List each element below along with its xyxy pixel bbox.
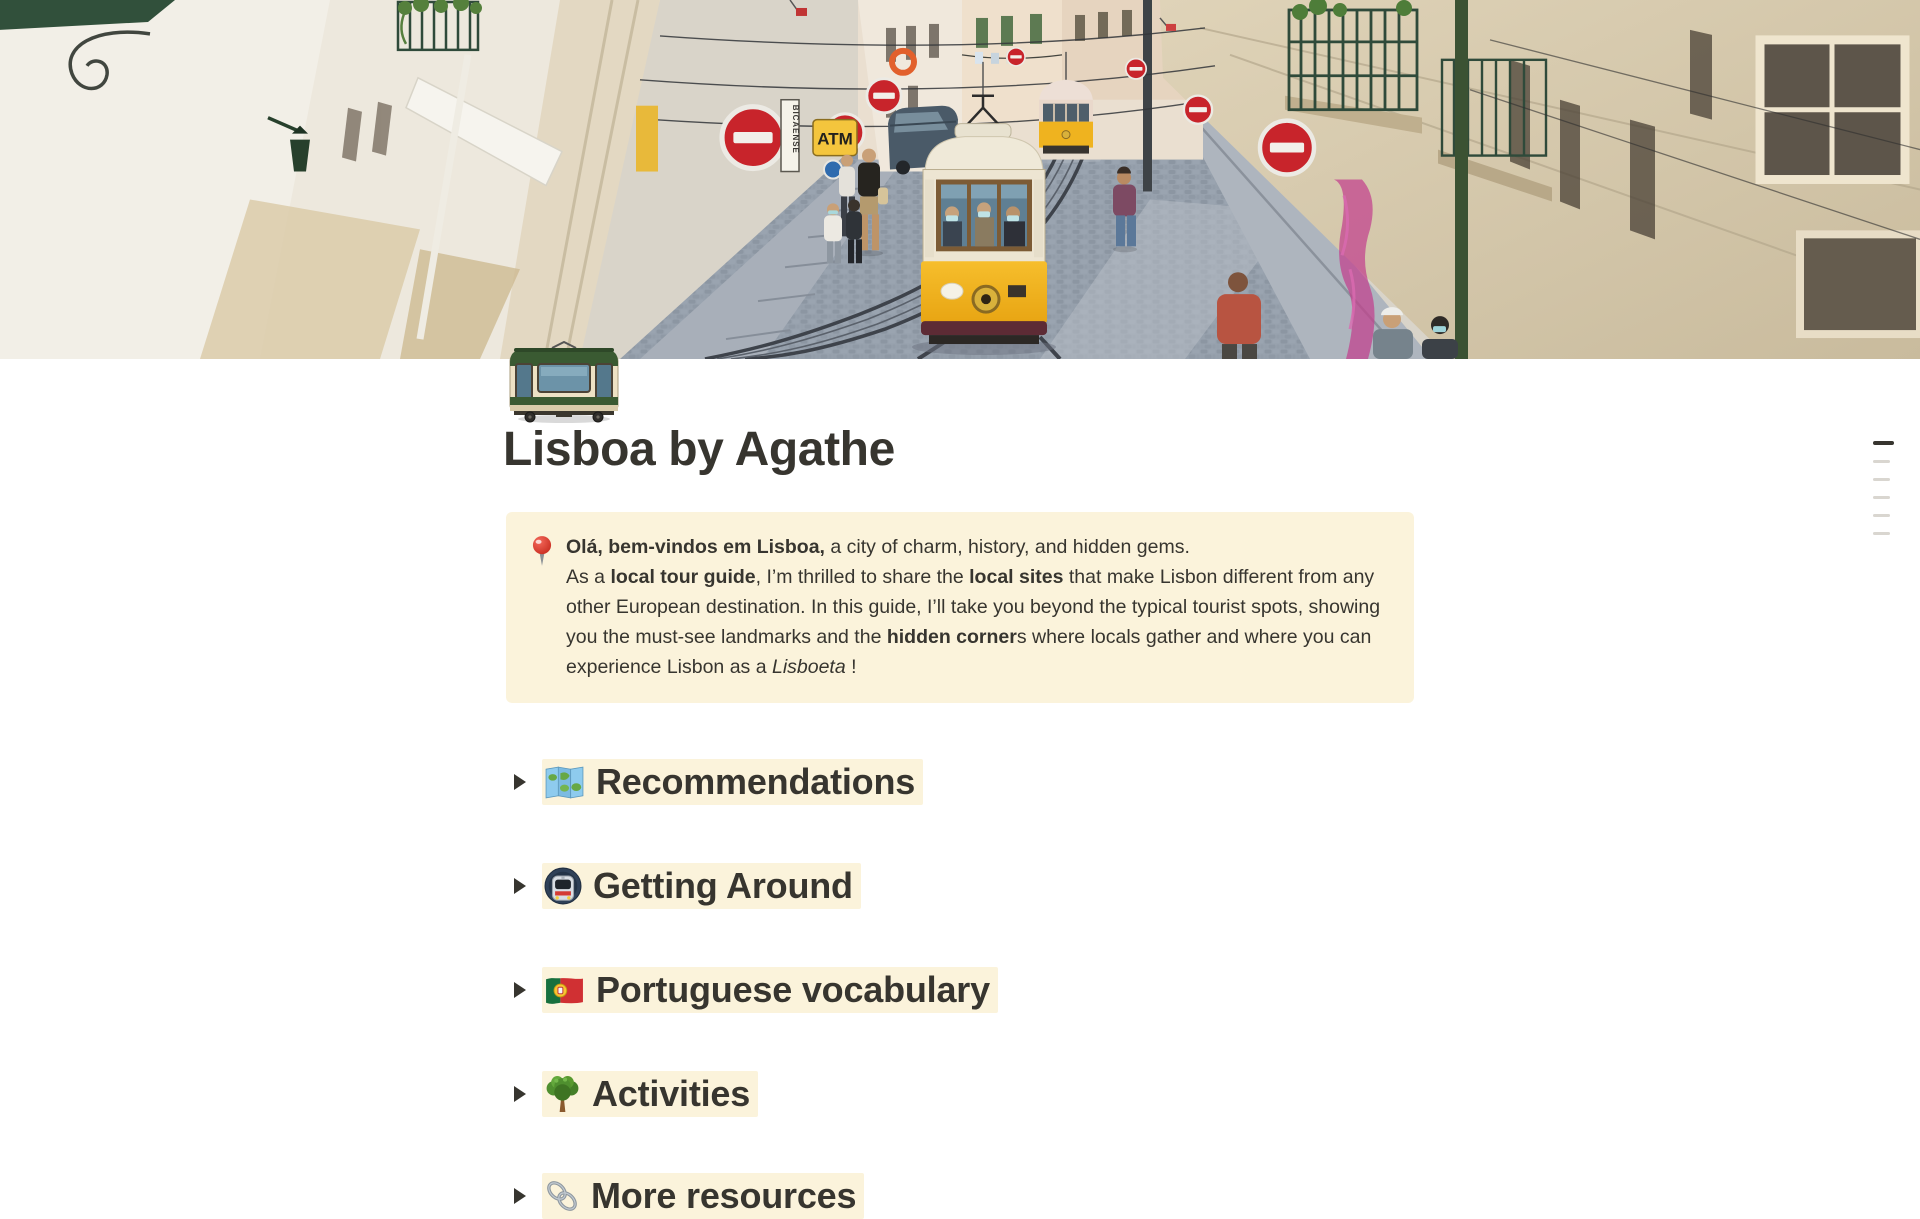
callout-segment: As a — [566, 566, 611, 588]
outline-dash[interactable] — [1873, 496, 1890, 499]
callout-segment: Olá, bem-vindos em Lisboa, — [566, 536, 825, 558]
chevron-right-icon — [514, 1086, 526, 1102]
yellow-panel — [636, 106, 658, 172]
callout-text — [566, 532, 1392, 682]
chevron-right-icon — [514, 878, 526, 894]
chevron-right-icon — [514, 774, 526, 790]
heading-label[interactable]: Activities — [592, 1073, 751, 1114]
second-tram — [1039, 80, 1093, 154]
outline-dash-active[interactable] — [1873, 441, 1894, 445]
callout-segment: local tour guide — [610, 566, 756, 588]
toggle-heading-recommendations — [505, 759, 923, 805]
lisbon-street-illustration — [0, 0, 1920, 359]
chevron-right-icon — [514, 982, 526, 998]
page-icon-tram[interactable] — [504, 341, 624, 423]
heading-highlight[interactable] — [542, 1173, 864, 1219]
callout-segment: hidden corner — [886, 626, 1017, 648]
bicaense-sign — [781, 100, 800, 172]
deciduous-tree-icon — [544, 1075, 581, 1114]
toggle-triangle-button[interactable] — [505, 869, 535, 903]
outline-dash[interactable] — [1873, 460, 1890, 463]
intro-callout[interactable] — [506, 512, 1414, 703]
heading-highlight[interactable] — [542, 863, 861, 909]
toggle-triangle-button[interactable] — [505, 973, 535, 1007]
toggle-heading-more-resources — [505, 1173, 864, 1219]
atm-sign-text: ATM — [817, 129, 853, 149]
heading-highlight[interactable] — [542, 759, 923, 805]
page-title[interactable]: Lisboa by Agathe — [503, 423, 895, 476]
tram-icon — [504, 341, 624, 423]
callout-segment: s where locals gather and where you can experience Lisbon as a — [566, 626, 1372, 678]
toggle-heading-activities — [505, 1071, 758, 1117]
toggle-triangle-button[interactable] — [505, 1179, 535, 1213]
metro-icon — [544, 867, 582, 905]
callout-segment: local sites — [969, 566, 1064, 588]
heading-highlight[interactable] — [542, 967, 998, 1013]
page-outline-indicator — [1873, 441, 1897, 550]
heading-highlight[interactable] — [542, 1071, 758, 1117]
heading-label[interactable]: Recommendations — [596, 761, 916, 802]
heading-label[interactable]: More resources — [591, 1175, 857, 1216]
toggle-triangle-button[interactable] — [505, 765, 535, 799]
round-pushpin-icon[interactable] — [530, 535, 554, 567]
callout-segment: Lisboeta — [771, 656, 846, 678]
link-icon — [544, 1178, 580, 1214]
outline-dash[interactable] — [1873, 514, 1890, 517]
callout-segment: , I’m thrilled to share the — [755, 566, 970, 588]
left-buildings — [0, 0, 660, 359]
toggle-heading-portuguese-vocabulary — [505, 967, 998, 1013]
callout-segment: that make Lisbon different from any other European destination. In this guide, I’ll take you beyond the typical tourist spots, showing you the must-see landmarks and the — [566, 566, 1381, 648]
callout-segment: a city of charm, history, and hidden gems. — [824, 536, 1190, 558]
callout-segment: ! — [845, 656, 857, 678]
flag-portugal-icon — [544, 975, 585, 1006]
toggle-heading-getting-around — [505, 863, 861, 909]
chevron-right-icon — [514, 1188, 526, 1204]
bicaense-sign-text: BICAENSE — [790, 104, 801, 154]
world-map-icon — [544, 765, 585, 800]
page-cover-image — [0, 0, 1920, 359]
heading-label[interactable]: Getting Around — [593, 865, 853, 906]
outline-dash[interactable] — [1873, 532, 1890, 535]
toggle-triangle-button[interactable] — [505, 1077, 535, 1111]
outline-dash[interactable] — [1873, 478, 1890, 481]
heading-label[interactable]: Portuguese vocabulary — [596, 969, 990, 1010]
